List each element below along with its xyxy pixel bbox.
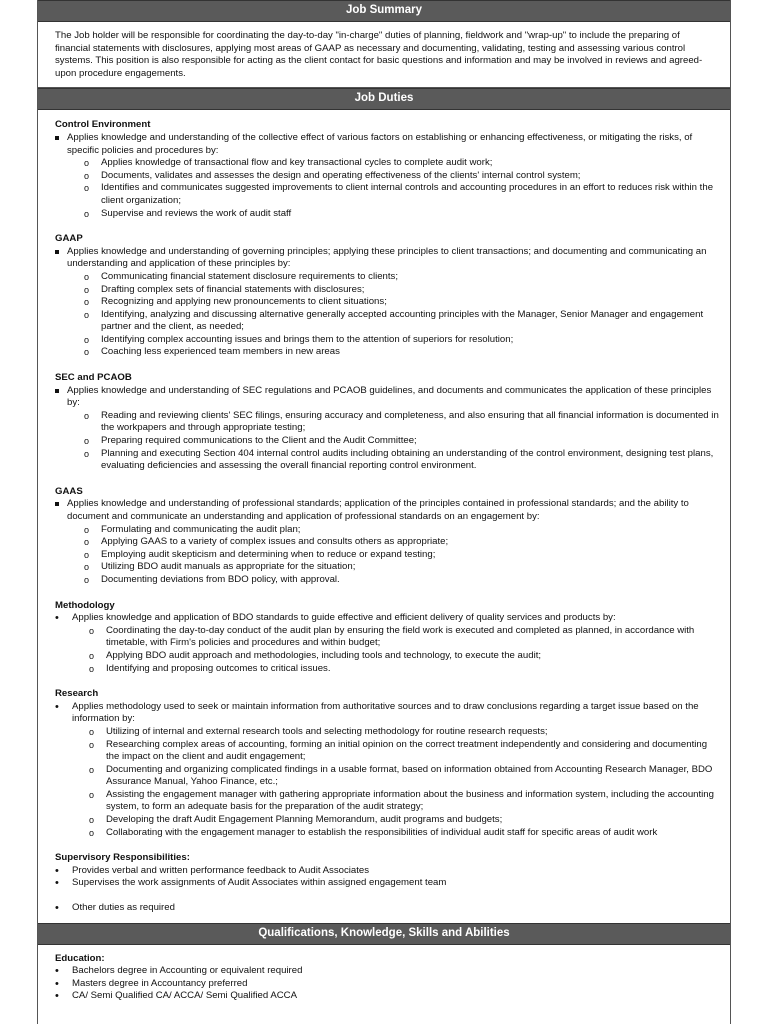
section-title: Supervisory Responsibilities: — [55, 852, 190, 864]
qualifications-heading: Qualifications, Knowledge, Skills and Abilities — [38, 923, 730, 945]
circle-bullet-icon: o — [89, 764, 95, 775]
list-item: o Applying BDO audit approach and methodologies, including tools and technology, to execute the audit; — [89, 649, 542, 661]
circle-bullet-icon: o — [84, 334, 90, 345]
circle-bullet-icon: o — [89, 650, 95, 661]
list-item: o Coaching less experienced team members in new areas — [84, 346, 340, 358]
list-item: o Applying GAAS to a variety of complex issues and consults others as appropriate; — [84, 536, 449, 548]
list-item: o Applies knowledge of transactional flow and key transactional cycles to complete audit work; — [84, 157, 493, 169]
square-bullet-icon — [55, 250, 59, 254]
circle-bullet-icon: o — [84, 436, 90, 447]
square-bullet-icon — [55, 136, 59, 140]
circle-bullet-icon: o — [84, 537, 90, 548]
list-item: o Supervise and reviews the work of audit staff — [84, 207, 292, 219]
job-summary-text: The Job holder will be responsible for coordinating the day-to-day "in-charge" duties of planning, fieldwork and "wrap-up" to include the preparing of financial statements with disclosures, applying most areas of GAAP as necessary and documenting, validating, testing and assessing various control systems. This position is also responsible for acting as the client contact for basic questions and information and may be involved in reviews and agreed-upon procedure engagements. — [38, 22, 730, 88]
list-item: o Recognizing and applying new pronouncements to client situations; — [84, 296, 387, 308]
list-item: • Applies knowledge and application of BDO standards to guide effective and efficient delivery of quality services and products by: o Coordinating the day-to-day conduct of the audit plan by ensuring the field work is executed and completed as planned, in accordance with timetable, with Firm's policies and procedures and within budget; o Applying BDO audit approach and methodologies, including tools and technology, to execute the audit; o Identifying and proposing outcomes to critical issues. — [55, 612, 722, 675]
circle-bullet-icon: o — [89, 625, 95, 636]
job-summary-heading: Job Summary — [38, 0, 730, 22]
list-item: o Researching complex areas of accounting, forming an initial opinion on the correct treatment independently and considering and documenting the impact on the client and audit engagement; — [89, 738, 708, 763]
list-item: • Supervises the work assignments of Audit Associates within assigned engagement team — [55, 877, 447, 890]
list-item: • Other duties as required — [55, 902, 175, 915]
circle-bullet-icon: o — [84, 549, 90, 560]
list-item: o Identifying, analyzing and discussing alternative generally accepted accounting principles with the Manager, Senior Manager and engagement partner and the client, as needed; — [84, 308, 704, 333]
section-title: SEC and PCAOB — [55, 372, 132, 384]
circle-bullet-icon: o — [84, 524, 90, 535]
circle-bullet-icon: o — [89, 789, 95, 800]
section-title: Education: — [55, 952, 105, 964]
job-duties-body — [38, 110, 730, 914]
circle-bullet-icon: o — [84, 271, 90, 282]
document-page — [37, 0, 731, 1024]
control-environment-section — [55, 119, 722, 220]
list-item: o Reading and reviewing clients' SEC filings, ensuring accuracy and completeness, and also ensuring that all financial information is documented in the workpapers and through appropriate testing; — [84, 409, 719, 434]
supervisory-section — [55, 852, 722, 914]
circle-bullet-icon: o — [89, 663, 95, 674]
list-item: • Provides verbal and written performance feedback to Audit Associates — [55, 864, 370, 877]
research-section — [55, 688, 722, 839]
circle-bullet-icon: o — [89, 726, 95, 737]
circle-bullet-icon: o — [84, 574, 90, 585]
list-item: o Documents, validates and assesses the design and operating effectiveness of the clients' internal control system; — [84, 169, 581, 181]
list-item: o Assisting the engagement manager with gathering appropriate information about the business and information system, including the accounting system, to form an adequate basis for the preparation of the audit strategy; — [89, 788, 714, 813]
list-item: Applies knowledge and understanding of the collective effect of various factors on establishing or enhancing effectiveness, or mitigating the risks, of specific policies and procedures by: o Applies knowledge of transactional flow and key transactional cycles to complete audit work; o Documents, validates and assesses the design and operating effectiveness of the clients' internal control system; o Identifies and communicates suggested improvements to client internal controls and accounting procedures in an effort to reduces risk within the client organization; o Supervise and reviews the work of audit staff — [55, 132, 722, 220]
list-item: o Identifying and proposing outcomes to critical issues. — [89, 662, 331, 674]
list-item: o Collaborating with the engagement manager to establish the responsibilities of individual audit staff for specific areas of audit work — [89, 826, 658, 838]
list-item: o Identifying complex accounting issues and brings them to the attention of superiors for resolution; — [84, 333, 514, 345]
circle-bullet-icon: o — [84, 284, 90, 295]
education-section — [38, 945, 730, 1003]
list-item: Applies knowledge and understanding of SEC regulations and PCAOB guidelines, and documents and communicates the application of these principles by: o Reading and reviewing clients' SEC filings, ensuring accuracy and completeness, and also ensuring that all financial information is documented in the workpapers and through appropriate testing; o Preparing required communications to the Client and the Audit Committee; o Planning and executing Section 404 internal control audits including obtaining an understanding of the control environment, designing test plans, evaluating deficiencies and assessing the overall financial reporting control environment. — [55, 385, 722, 473]
list-item: Applies knowledge and understanding of governing principles; applying these principles to client transactions; and documenting and communicating an understanding and application of these principles by: o Communicating financial statement disclosure requirements to clients; o Drafting complex sets of financial statements with disclosures; o Recognizing and applying new pronouncements to client situations; o Identifying, analyzing and discussing alternative generally accepted accounting principles with the Manager, Senior Manager and engagement partner and the client, as needed; o Identifying complex accounting issues and brings them to the attention of superiors for resolution; o Coaching less experienced team members in new areas — [55, 246, 722, 359]
circle-bullet-icon: o — [84, 183, 90, 194]
bullet-icon: • — [55, 877, 59, 890]
bullet-icon: • — [55, 612, 59, 625]
section-title: Research — [55, 688, 99, 700]
circle-bullet-icon: o — [84, 448, 90, 459]
sec-pcaob-section — [55, 372, 722, 473]
list-item: o Preparing required communications to the Client and the Audit Committee; — [84, 435, 417, 447]
list-item: o Identifies and communicates suggested improvements to client internal controls and accounting procedures in an effort to reduces risk within the client organization; — [84, 182, 714, 206]
list-item: o Documenting deviations from BDO policy, with approval. — [84, 573, 340, 585]
circle-bullet-icon: o — [84, 170, 90, 181]
circle-bullet-icon: o — [89, 815, 95, 826]
bullet-icon: • — [55, 965, 59, 978]
list-item: o Drafting complex sets of financial statements with disclosures; — [84, 283, 365, 295]
bullet-icon: • — [55, 902, 59, 915]
list-item: • Masters degree in Accountancy preferred — [55, 977, 248, 990]
list-item: o Planning and executing Section 404 internal control audits including obtaining an understanding of the control environment, designing test plans, evaluating deficiencies and assessing the overall financial reporting control environment. — [84, 447, 714, 472]
section-title: Methodology — [55, 599, 115, 611]
section-title: GAAP — [55, 233, 83, 245]
list-item: o Utilizing of internal and external research tools and selecting methodology for routine research requests; — [89, 725, 548, 737]
list-item: o Coordinating the day-to-day conduct of the audit plan by ensuring the field work is executed and completed as planned, in accordance with timetable, with Firm's policies and procedures and within budget; — [89, 624, 695, 649]
list-item: Applies knowledge and understanding of professional standards; application of the principles contained in professional standards; and the ability to document and communicate an understanding and application of professional standards on an engagement by: o Formulating and communicating the audit plan; o Applying GAAS to a variety of complex issues and consults others as appropriate; o Employing audit skepticism and determining when to reduce or expand testing; o Utilizing BDO audit manuals as appropriate for the situation; o Documenting deviations from BDO policy, with approval. — [55, 498, 722, 586]
job-duties-heading: Job Duties — [38, 88, 730, 110]
circle-bullet-icon: o — [84, 208, 90, 219]
list-item: o Documenting and organizing complicated findings in a usable format, based on information obtained from Accounting Research Manager, BDO Assurance Manual, Yahoo Finance, etc.; — [89, 763, 713, 788]
list-item: o Developing the draft Audit Engagement Planning Memorandum, audit programs and budgets; — [89, 814, 503, 826]
circle-bullet-icon: o — [84, 297, 90, 308]
circle-bullet-icon: o — [84, 410, 90, 421]
bullet-icon: • — [55, 990, 59, 1003]
methodology-section — [55, 600, 722, 676]
circle-bullet-icon: o — [84, 562, 90, 573]
section-title: GAAS — [55, 485, 83, 497]
square-bullet-icon — [55, 502, 59, 506]
bullet-icon: • — [55, 700, 59, 713]
circle-bullet-icon: o — [89, 827, 95, 838]
square-bullet-icon — [55, 389, 59, 393]
circle-bullet-icon: o — [84, 309, 90, 320]
section-title: Control Environment — [55, 119, 151, 131]
gaap-section — [55, 233, 722, 359]
list-item: • Applies methodology used to seek or maintain information from authoritative sources and to draw conclusions regarding a target issue based on the information by: o Utilizing of internal and external research tools and selecting methodology for routine research requests; o Researching complex areas of accounting, forming an initial opinion on the correct treatment independently and considering and documenting the impact on the client and audit engagement; o Documenting and organizing complicated findings in a usable format, based on information obtained from Accounting Research Manager, BDO Assurance Manual, Yahoo Finance, etc.; o Assisting the engagement manager with gathering appropriate information about the business and information system, including the accounting system, to form an adequate basis for the preparation of the audit strategy; o Developing the draft Audit Engagement Planning Memorandum, audit programs and budgets; o Collaborating with the engagement manager to establish the responsibilities of individual audit staff for specific areas of audit work — [55, 701, 722, 840]
list-item: o Employing audit skepticism and determining when to reduce or expand testing; — [84, 548, 436, 560]
circle-bullet-icon: o — [89, 739, 95, 750]
list-item: o Utilizing BDO audit manuals as appropriate for the situation; — [84, 561, 356, 573]
bullet-icon: • — [55, 864, 59, 877]
circle-bullet-icon: o — [84, 158, 90, 169]
circle-bullet-icon: o — [84, 347, 90, 358]
bullet-icon: • — [55, 977, 59, 990]
list-item: • CA/ Semi Qualified CA/ ACCA/ Semi Qualified ACCA — [55, 990, 298, 1003]
list-item: o Formulating and communicating the audit plan; — [84, 523, 301, 535]
gaas-section — [55, 486, 722, 587]
list-item: o Communicating financial statement disclosure requirements to clients; — [84, 270, 399, 282]
list-item: • Bachelors degree in Accounting or equivalent required — [55, 965, 303, 978]
